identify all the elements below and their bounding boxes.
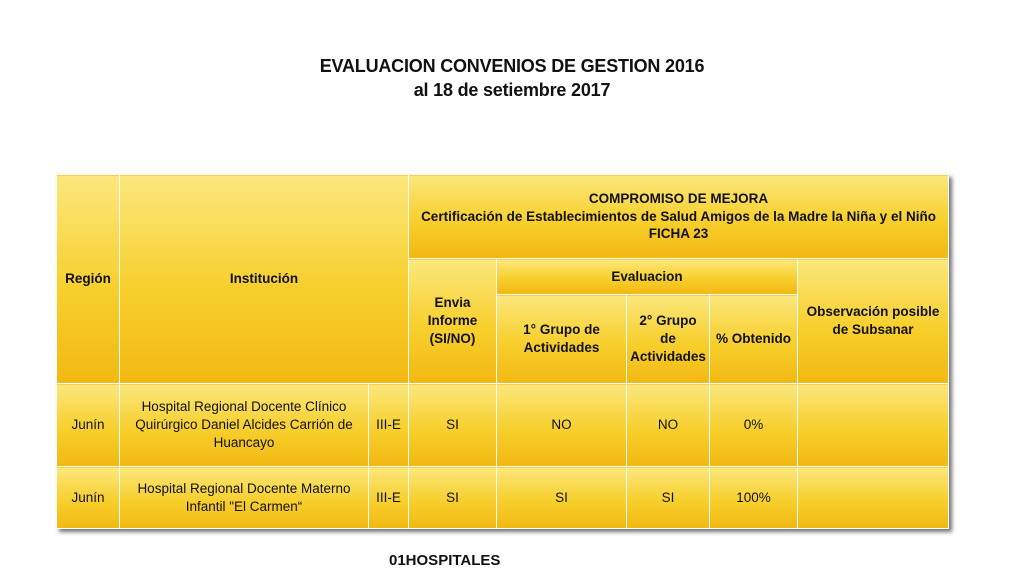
compromiso-ficha: FICHA 23 bbox=[648, 226, 709, 242]
cell-obtenido: 100% bbox=[710, 467, 798, 529]
header-institucion: Institución bbox=[120, 175, 409, 384]
cell-envia: SI bbox=[409, 384, 497, 467]
cell-institucion: Hospital Regional Docente Materno Infantil "El Carmen“ bbox=[120, 467, 369, 529]
page-subtitle: al 18 de setiembre 2017 bbox=[413, 80, 611, 100]
header-grupo1: 1° Grupo de Actividades bbox=[497, 295, 627, 384]
header-observacion: Observación posible de Subsanar bbox=[798, 259, 949, 384]
cell-region: Junín bbox=[57, 467, 120, 529]
compromiso-title: COMPROMISO DE MEJORA bbox=[588, 190, 769, 206]
header-evaluacion: Evaluacion bbox=[497, 259, 798, 295]
cell-observacion bbox=[798, 467, 949, 529]
cell-observacion bbox=[798, 384, 949, 467]
cell-nivel: III-E bbox=[369, 467, 409, 529]
cell-obtenido: 0% bbox=[710, 384, 798, 467]
header-row-1 bbox=[57, 175, 949, 259]
cell-institucion: Hospital Regional Docente Clínico Quirúrgico Daniel Alcides Carrión de Huancayo bbox=[120, 384, 369, 467]
compromiso-description: Certificación de Establecimientos de Salud Amigos de la Madre la Niña y el Niño bbox=[421, 208, 936, 224]
cell-grupo1: NO bbox=[497, 384, 627, 467]
cell-grupo2: SI bbox=[627, 467, 710, 529]
table-row bbox=[57, 384, 949, 467]
header-compromiso bbox=[409, 175, 949, 259]
cell-region: Junín bbox=[57, 384, 120, 467]
header-region: Región bbox=[57, 175, 120, 384]
footer-label: 01HOSPITALES bbox=[389, 552, 501, 569]
header-obtenido: % Obtenido bbox=[710, 295, 798, 384]
cell-grupo1: SI bbox=[497, 467, 627, 529]
cell-nivel: III-E bbox=[369, 384, 409, 467]
cell-envia: SI bbox=[409, 467, 497, 529]
header-envia: Envia Informe (SI/NO) bbox=[409, 259, 497, 384]
evaluation-table bbox=[56, 174, 949, 529]
table-row bbox=[57, 467, 949, 529]
page-title: EVALUACION CONVENIOS DE GESTION 2016 bbox=[319, 56, 705, 76]
cell-grupo2: NO bbox=[627, 384, 710, 467]
header-grupo2: 2° Grupo de Actividades bbox=[627, 295, 710, 384]
